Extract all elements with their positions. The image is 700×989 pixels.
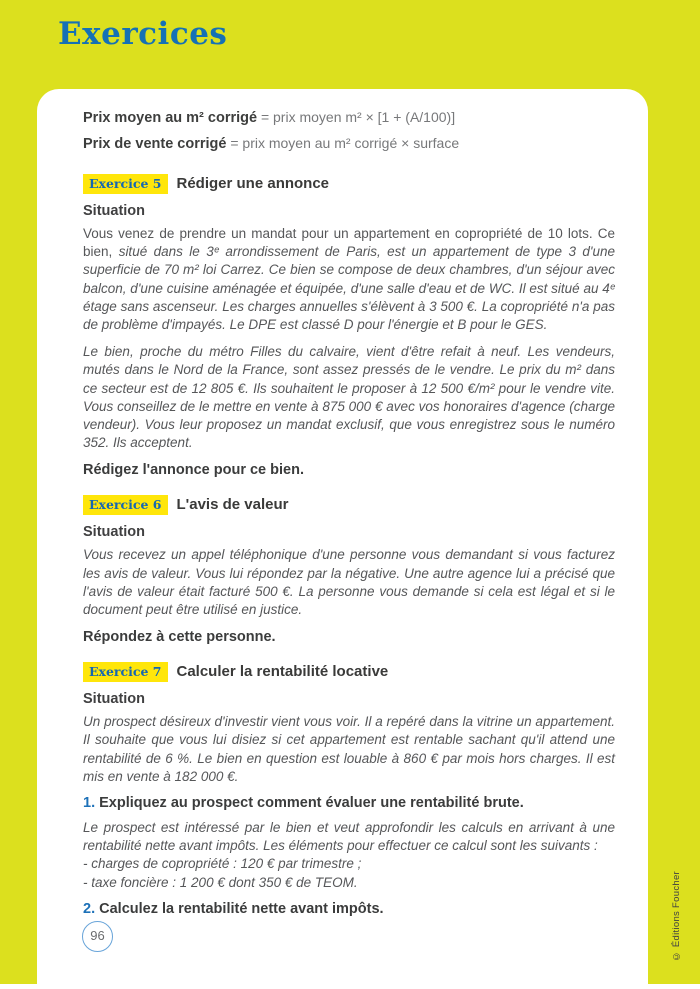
- question-number: 2.: [83, 900, 96, 917]
- exercise-7-paragraph-2: Le prospect est intéressé par le bien et veut approfondir les calculs en arrivant à une rentabilité nette avant impôts. Les éléments pour effectuer ce calcul sont les suivants :: [83, 820, 615, 854]
- exercise-5-header: [83, 174, 615, 194]
- exercise-6-paragraph-1: Vous recevez un appel téléphonique d'une personne vous demandant si vous facturez les avis de valeur. Vous lui répondez par la négative. Une autre agence lui a précisé que l'avis de valeur était facturé 500 €. La personne vous demande si cela est légal et si le document peut être utilisé en justice.: [83, 547, 615, 618]
- exercise-7-question-2: [83, 901, 615, 917]
- formula-label: Prix moyen au m² corrigé: [83, 110, 258, 126]
- charges-list-item: - charges de copropriété : 120 € par trimestre ;: [83, 856, 362, 872]
- bottom-page-edge: [0, 984, 700, 989]
- exercise-6-badge: Exercice 6: [83, 495, 168, 515]
- exercise-7: [83, 662, 615, 917]
- formula-label: Prix de vente corrigé: [83, 136, 227, 152]
- paragraph-text-italic: situé dans le 3ᵉ arrondissement de Paris, est un appartement de type 3 d'une superficie de 70 m² loi Carrez. Ce bien se compose de deux chambres, d'un séjour avec balcon, d'une cuisine aménagée et équipée, d'une salle d'eau et de WC. Il est situé au 4ᵉ étage sans ascenseur. Les charges annuelles s'élèvent à 3 500 €. La copropriété n'a pas de problème d'impayés. Le DPE est classé D pour l'énergie et B pour le GES.: [83, 244, 615, 333]
- paragraph-text-regular: Vous venez de prendre un mandat pour un appartement en copropriété de 10 lots. Ce bien,: [83, 226, 615, 260]
- formula-row: [83, 105, 615, 131]
- exercise-5: [83, 174, 615, 478]
- page-title: Exercices: [58, 16, 228, 52]
- question-text: Calculez la rentabilité nette avant impôts.: [99, 900, 384, 917]
- exercise-7-header: [83, 662, 615, 682]
- question-number: 1.: [83, 795, 96, 812]
- copyright-notice: © Éditions Foucher: [671, 870, 682, 961]
- situation-heading: Situation: [83, 524, 146, 541]
- formula-value: = prix moyen m² × [1 + (A/100)]: [260, 109, 456, 125]
- taxe-list-item: - taxe foncière : 1 200 € dont 350 € de TEOM.: [83, 874, 358, 890]
- exercise-6: [83, 495, 615, 645]
- exercise-5-title: Rédiger une annonce: [176, 175, 330, 192]
- content-panel: [37, 89, 648, 989]
- exercise-5-task: Rédigez l'annonce pour ce bien.: [83, 462, 304, 479]
- exercise-7-paragraph-1: Un prospect désireux d'investir vient vous voir. Il a repéré dans la vitrine un appartement. Il souhaite que vous lui disiez si cet appartement est rentable sachant qu'il attend une rentabilité de 6 %. Le bien en question est louable à 860 € par mois hors charges. Il est mis en vente à 182 000 €.: [83, 714, 615, 784]
- exercise-5-paragraph-1: [83, 225, 615, 334]
- exercise-5-badge: Exercice 5: [83, 174, 168, 194]
- exercise-6-header: [83, 495, 615, 515]
- exercise-5-paragraph-2: Le bien, proche du métro Filles du calvaire, vient d'être refait à neuf. Les vendeurs, mutés dans le Nord de la France, sont assez pressés de le vendre. Le prix du m² dans ce secteur est de 12 805 €. Ils souhaitent le proposer à 12 500 €/m² pour le vendre vite. Vous conseillez de le mettre en vente à 875 000 € avec vos honoraires d'agence (charge vendeur). Vous leur proposez un mandat exclusif, que vous enregistrez sous le numéro 352. Ils acceptent.: [83, 344, 615, 451]
- exercise-7-title: Calculer la rentabilité locative: [176, 663, 389, 681]
- exercise-6-task: Répondez à cette personne.: [83, 629, 276, 646]
- exercise-6-title: L'avis de valeur: [176, 496, 289, 514]
- situation-heading: Situation: [83, 203, 146, 219]
- situation-heading: Situation: [83, 691, 146, 708]
- page-number-badge: 96: [82, 921, 113, 952]
- formula-row: [83, 131, 615, 157]
- question-text: Expliquez au prospect comment évaluer une rentabilité brute.: [99, 795, 524, 812]
- formulas-block: [83, 105, 615, 157]
- exercise-7-question-1: [83, 795, 615, 811]
- formula-value: = prix moyen au m² corrigé × surface: [230, 135, 460, 151]
- exercise-7-badge: Exercice 7: [83, 662, 168, 682]
